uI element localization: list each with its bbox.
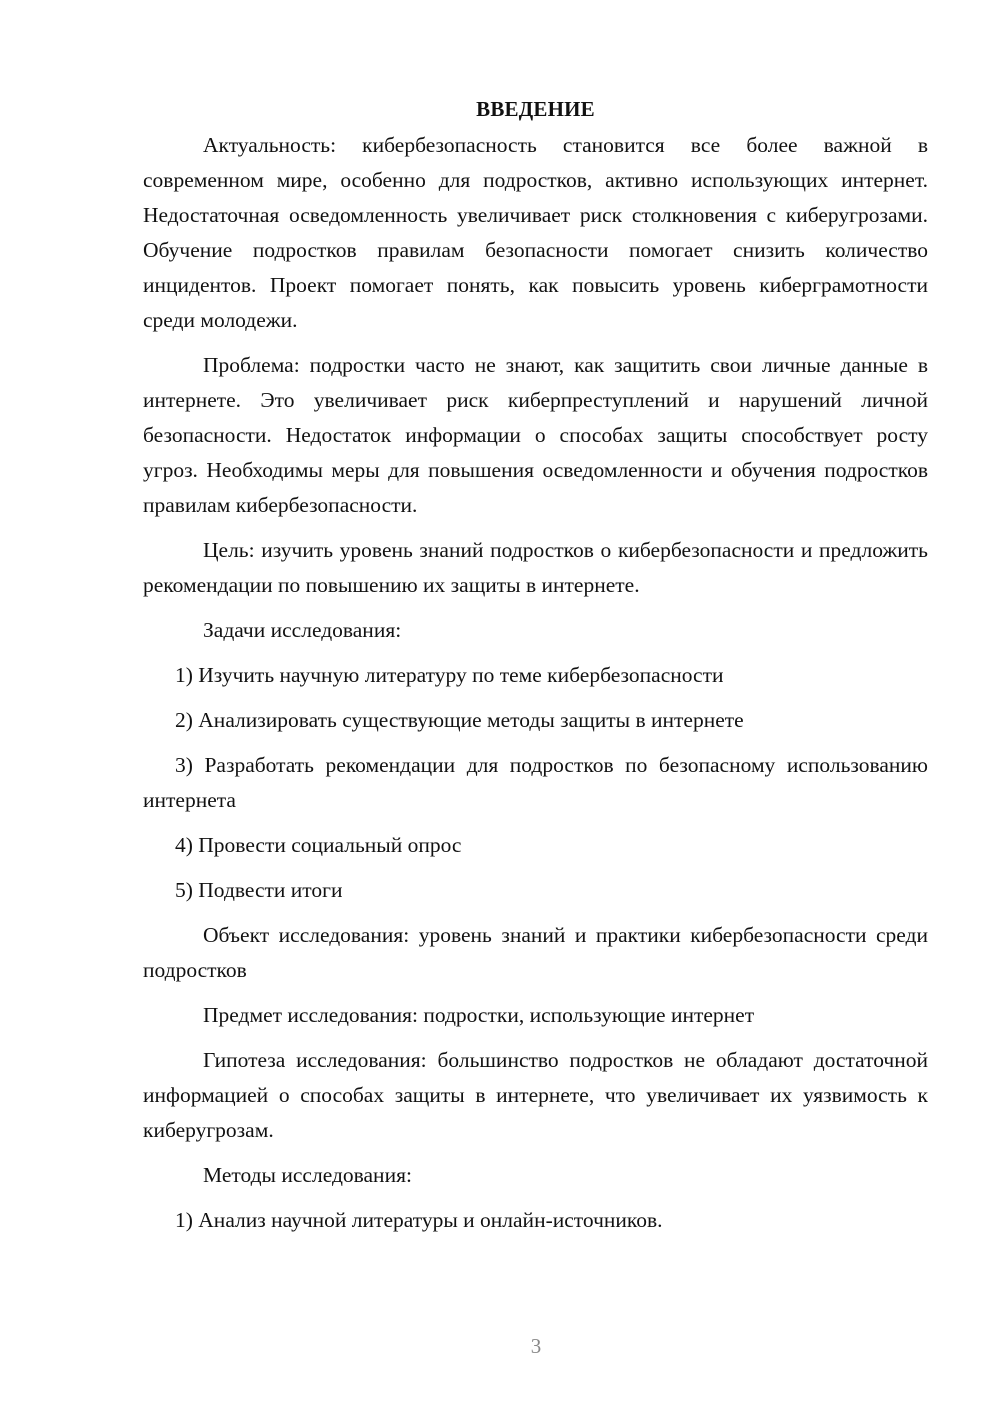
paragraph-hypothesis: Гипотеза исследования: большинство подростков не обладают достаточной информацией о способах защиты в интернете, что увеличивает их уязвимость к киберугрозам. bbox=[143, 1048, 928, 1142]
paragraph-object: Объект исследования: уровень знаний и практики кибербезопасности среди подростков bbox=[143, 923, 928, 982]
page-title: ВВЕДЕНИЕ bbox=[476, 97, 595, 121]
page-number: 3 bbox=[530, 1334, 542, 1358]
paragraph-goal: Цель: изучить уровень знаний подростков о кибербезопасности и предложить рекомендации по повышению их защиты в интернете. bbox=[143, 538, 928, 597]
document-page bbox=[143, 92, 928, 1248]
task-item: 2) Анализировать существующие методы защиты в интернете bbox=[175, 708, 744, 732]
method-item: 1) Анализ научной литературы и онлайн-источников. bbox=[175, 1208, 663, 1232]
task-item: 1) Изучить научную литературу по теме кибербезопасности bbox=[175, 663, 724, 687]
tasks-heading: Задачи исследования: bbox=[203, 618, 402, 642]
paragraph-subject: Предмет исследования: подростки, использующие интернет bbox=[203, 1003, 755, 1027]
task-item: 5) Подвести итоги bbox=[175, 878, 343, 902]
methods-heading: Методы исследования: bbox=[203, 1163, 412, 1187]
paragraph-relevance: Актуальность: кибербезопасность становится все более важной в современном мире, особенно для подростков, активно использующих интернет. Недостаточная осведомленность увеличивает риск столкновения с киберугрозами. Обучение подростков правилам безопасности помогает снизить количество инцидентов. Проект помогает понять, как повысить уровень киберграмотности среди молодежи. bbox=[143, 133, 928, 332]
task-item: 4) Провести социальный опрос bbox=[175, 833, 462, 857]
paragraph-problem: Проблема: подростки часто не знают, как защитить свои личные данные в интернете. Это увеличивает риск киберпреступлений и нарушений личной безопасности. Недостаток информации о способах защиты способствует росту угроз. Необходимы меры для повышения осведомленности и обучения подростков правилам кибербезопасности. bbox=[143, 353, 928, 517]
task-item: 3) Разработать рекомендации для подростков по безопасному использованию интернета bbox=[143, 753, 928, 812]
